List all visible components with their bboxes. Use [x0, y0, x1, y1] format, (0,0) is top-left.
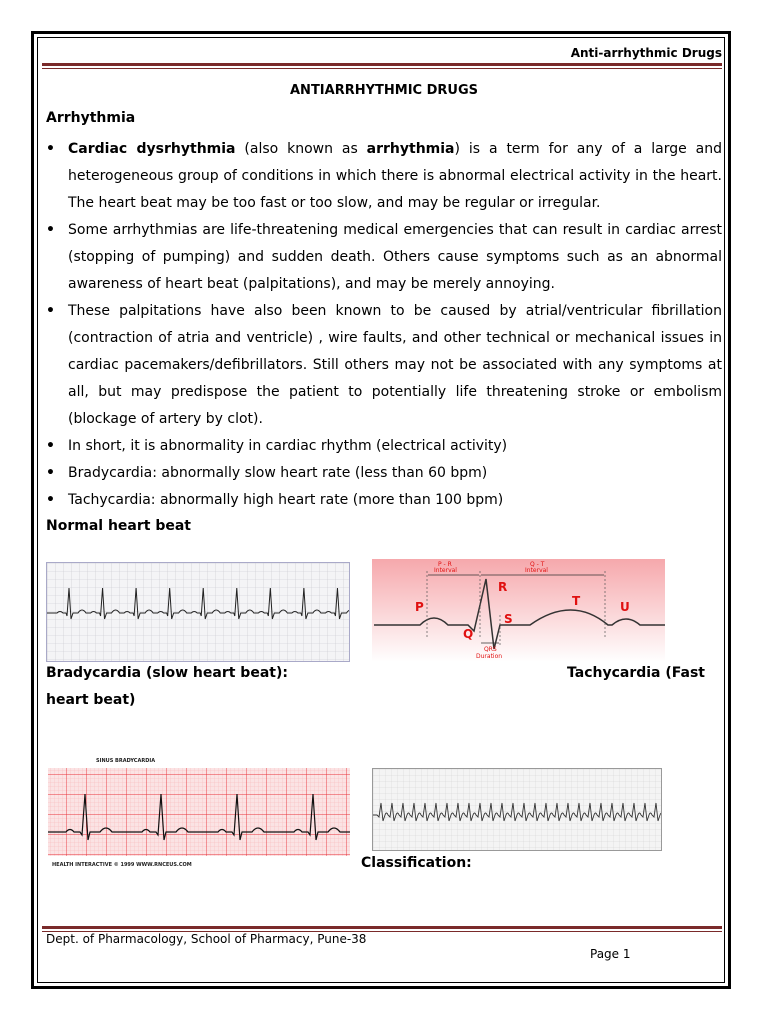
bullet-text: ) is a term for any of a large and heterogeneous group of conditions in which there is abnormal electrical activity in the heart. The heart beat may be too fast or too slow, and may be regular or irregular. — [68, 141, 722, 211]
p-wave-label: P — [415, 600, 424, 614]
qt-interval-label: Q - T — [530, 561, 545, 568]
pqrst-svg — [372, 559, 665, 662]
bradycardia-ecg-svg — [46, 754, 352, 872]
header-rule — [42, 63, 722, 69]
bold-term: arrhythmia — [366, 141, 455, 157]
caption-continuation: heart beat) — [46, 692, 136, 708]
bullet-item: • These palpitations have also been known to be caused by atrial/ventricular fibrillation (contraction of atria and ventricle) , wire faults, and other technical or mechanical issues in cardiac pacemakers/defibrillators. Still others may not be associated with any symptoms at all, but may predispose the patient to potentially life threatening stroke or embolism (blockage of artery by clot). — [46, 298, 722, 433]
document-title: ANTIARRHYTHMIC DRUGS — [290, 83, 478, 98]
health-interactive-credit: HEALTH INTERACTIVE © 1999 WWW.RNCEUS.COM — [52, 862, 192, 868]
pr-interval-label-2: Interval — [434, 567, 457, 574]
bullet-item: • Tachycardia: abnormally high heart rate (more than 100 bpm) — [46, 487, 722, 514]
bold-term: Cardiac dysrhythmia — [68, 141, 236, 157]
qt-interval-label-2: Interval — [525, 567, 548, 574]
pqrst-diagram-image — [372, 559, 665, 662]
tachycardia-ecg-image — [372, 768, 662, 851]
page-number: Page 1 — [590, 947, 631, 961]
section-heading: Arrhythmia — [46, 110, 136, 126]
bullet-item: • Bradycardia: abnormally slow heart rate (less than 60 bpm) — [46, 460, 722, 487]
tachycardia-caption: Tachycardia (Fast — [567, 665, 705, 681]
bullet-item — [46, 136, 722, 217]
sinus-bradycardia-label: SINUS BRADYCARDIA — [96, 758, 156, 764]
s-wave-label: S — [504, 612, 513, 626]
t-wave-label: T — [572, 594, 581, 608]
tachycardia-ecg-svg — [373, 769, 661, 850]
bradycardia-caption: Bradycardia (slow heart beat): — [46, 665, 288, 681]
normal-ecg-svg — [47, 563, 349, 661]
normal-heart-beat-heading: Normal heart beat — [46, 518, 191, 534]
r-wave-label: R — [498, 580, 508, 594]
normal-ecg-strip-image — [46, 562, 350, 662]
pr-interval-label: P - R — [438, 561, 452, 568]
header-title: Anti-arrhythmic Drugs — [570, 46, 722, 60]
footer-department: Dept. of Pharmacology, School of Pharmacy, Pune-38 — [46, 932, 367, 946]
classification-heading: Classification: — [361, 855, 472, 871]
qrs-duration-label-2: Duration — [476, 653, 503, 660]
u-wave-label: U — [620, 600, 630, 614]
q-wave-label: Q — [463, 627, 474, 641]
bullet-item: • In short, it is abnormality in cardiac rhythm (electrical activity) — [46, 433, 722, 460]
bullet-text: (also known as — [235, 141, 367, 157]
bullet-item: • Some arrhythmias are life-threatening medical emergencies that can result in cardiac arrest (stopping of pumping) and sudden death. Others cause symptoms such as an abnormal awareness of heart beat (palpitations), and may be merely annoying. — [46, 217, 722, 298]
qrs-duration-label: QRS — [484, 646, 497, 653]
bradycardia-ecg-image — [46, 754, 352, 872]
bullet-list — [46, 136, 722, 514]
